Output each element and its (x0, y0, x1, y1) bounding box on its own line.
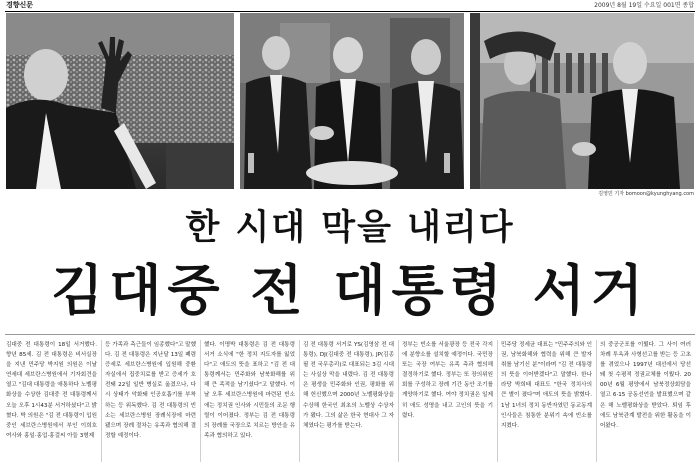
article-body (6, 340, 694, 462)
article-column: 등 가족과 측근들이 임종했다"고 말했다. 김 전 대통령은 지난달 13일 폐렴 증세로 세브란스병원에 입원해 중환자실에서 집중치료를 받고 증세가 호전돼 22일 일반 병실로 옮겼으나, 다시 상태가 악화돼 인공호흡기를 부착하는 등 위독했다. 김 전 대통령의 빈소는 세브란스병원 장례식장에 마련됐으며 장례 절차는 유족과 협의해 결정할 예정이다. (105, 342, 196, 439)
issue-date-line: 2009년 8월 19일 수요일 001면 종합 (594, 2, 694, 9)
article-column: 했다. 이명박 대통령은 김 전 대통령 서거 소식에 "한 정치 지도자를 잃었다"고 애도의 뜻을 표하고 "김 전 대통령께서는 민주화와 남북화해를 위해 큰 족적을 남기셨다"고 말했다. 이날 오후 세브란스병원에 마련된 빈소에는 정치권 인사와 시민들의 조문 행렬이 이어졌다. 정부는 김 전 대통령의 장례를 국장으로 치르는 방안을 유족과 협의하고 있다. (204, 342, 295, 439)
article-column: 의 중공군포를 이뤘다. 그 사이 여러 차례 투옥과 사형선고를 받는 등 고초를 겪었으나 1997년 대선에서 당선돼 첫 수평적 정권교체를 이뤘다. 2000년 6월 평양에서 남북정상회담을 열고 6·15 공동선언을 발표했으며 같은 해 노벨평화상을 받았다. 퇴임 후에도 남북관계 발전을 위한 활동을 이어왔다. (600, 342, 691, 429)
column-divider (398, 340, 399, 462)
photo-summit (470, 13, 694, 189)
masthead (0, 0, 700, 10)
headline-main: 김대중 전 대통령 서거 (51, 259, 649, 322)
newspaper-name: 경향신문 (6, 0, 34, 9)
photo-credit: 김영민 기자 bomoon@kyunghyang.com (598, 191, 694, 197)
article-column: 김대중 전 대통령이 18일 서거했다. 향년 85세. 김 전 대통령은 비서실장을 지낸 민주당 박지원 의원은 이날 연세대 세브란스병원에서 기자회견을 열고 "김대 대통령을 애통하다 노벨평화상을 수상한 김대중 전 대통령께서 오늘 오후 1시43분 서거하셨다"고 밝혔다. 박 의원은 "김 전 대통령이 입원 중인 세브란스병원에서 부인 이희호 여사와 홍일·홍업·홍걸씨 아들 3형제 (6, 342, 97, 439)
photo-rally (6, 13, 234, 189)
photo-handshake (240, 13, 464, 189)
column-divider (101, 340, 102, 462)
headline-kicker: 한 시대 막을 내리다 (185, 208, 515, 248)
column-divider (497, 340, 498, 462)
body-rule (5, 334, 695, 335)
article-column: 김 전 대통령 서거로 YS(김영삼 전 대통령), DJ(김대중 전 대통령), JP(김종필 전 국무총리)로 대표되는 3김 시대는 사실상 막을 내렸다. 김 전 대통령은 평생을 민주화와 인권, 평화를 위해 헌신했으며 2000년 노벨평화상을 수상해 한국인 최초의 노벨상 수상자가 됐다. 그의 삶은 한국 현대사 그 자체였다는 평가를 받는다. (303, 342, 394, 429)
column-divider (596, 340, 597, 462)
top-rule (5, 11, 695, 12)
article-column: 정부는 빈소를 서울광장 등 전국 각지에 분향소를 설치할 예정이다. 국민장 또는 국장 여부는 유족 측과 협의해 결정하기로 했다. 정부는 또 장의위원회를 구성하고 장례 기간 동안 조기를 게양하기로 했다. 여야 정치권은 일제히 애도 성명을 내고 고인의 뜻을 기렸다. (402, 342, 493, 419)
column-divider (299, 340, 300, 462)
column-divider (200, 340, 201, 462)
article-column: 민주당 정세균 대표는 "민주주의와 인권, 남북화해와 협력을 위해 큰 발자취를 남기신 분"이라며 "김 전 대통령의 뜻을 이어받겠다"고 말했다. 한나라당 박희태 대표도 "한국 정치사의 큰 별이 졌다"며 애도의 뜻을 밝혔다. 1남 1녀의 정치 동반자였던 동교동계 인사들은 침통한 분위기 속에 빈소를 지켰다. (501, 342, 592, 429)
